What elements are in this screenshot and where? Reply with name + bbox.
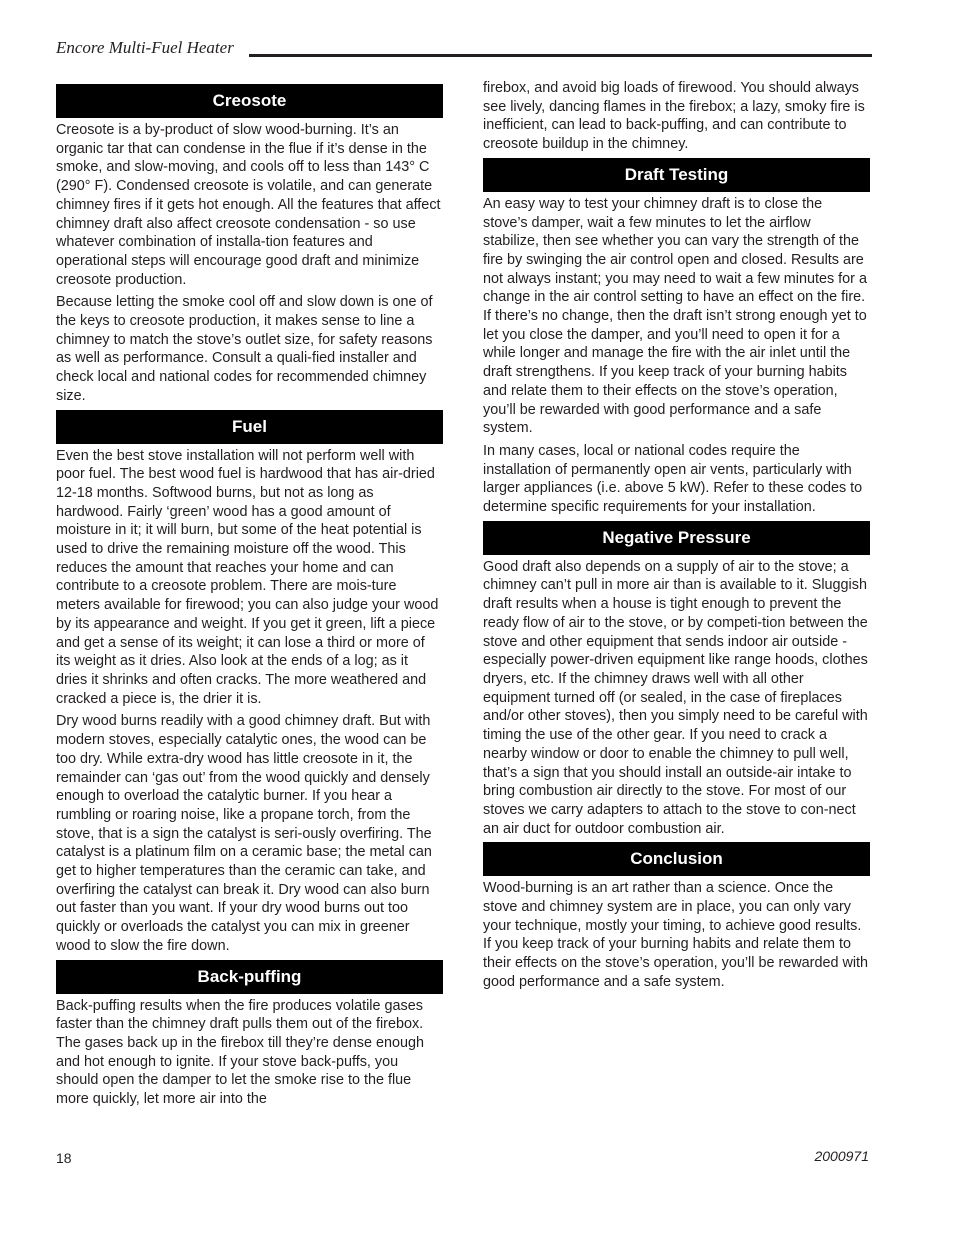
section-heading-draft-testing: Draft Testing	[483, 158, 870, 192]
paragraph: Even the best stove installation will not perform well with poor fuel. The best wood fuel is hardwood that has air-dried 12-18 months. Softwood burns, but not as long as hardwood. Fairly ‘green’ wood has a good amount of moisture in it; it will burn, but some of the heat potential is used to drive the remaining moisture off the wood. This reduces the amount that reaches your home and can contribute to a creosote problem. There are mois-ture meters available for firewood; you can also judge your wood by its appearance and weight. If you get it green, lift a piece and get a sense of its weight; it can lose a third or more of its weight as it dries. Also look at the ends of a log; as it dries it shrinks and often cracks. The more weathered and cracked a piece is, the drier it is.	[56, 447, 439, 707]
paragraph: Dry wood burns readily with a good chimney draft. But with modern stoves, especially catalytic ones, the wood can be too dry. While extra-dry wood has little creosote in it, the remainder can ‘gas out’ from the wood quickly and densely enough to overload the catalytic burner. If you hear a rumbling or roaring noise, like a propane torch, from the stove, that is a sign the catalyst is seri-ously overfiring. The catalyst is a platinum film on a ceramic base; the metal can get to higher temperatures than the ceramic can take, and overfiring the catalyst can break it. Dry wood can also burn out faster than you want. If your dry wood burns out too quickly or overloads the catalyst you can mix in greener wood to slow the fire down.	[56, 713, 432, 954]
paragraph: Back-puffing results when the fire produces volatile gases faster than the chimney draft pulls them out of the firebox. The gases back up in the firebox till they’re dense enough and hot enough to ignite. If your stove back-puffs, you should open the damper to let the smoke rise to the flue more quickly, let more air into the	[56, 997, 424, 1108]
right-column	[483, 79, 870, 996]
header-rule	[249, 54, 872, 57]
section-heading-back-puffing: Back-puffing	[56, 960, 443, 994]
section-fuel	[56, 410, 443, 956]
page-number: 18	[56, 1150, 72, 1166]
document-number: 2000971	[814, 1148, 869, 1164]
section-conclusion	[483, 842, 870, 991]
section-negative-pressure	[483, 521, 870, 839]
paragraph: Because letting the smoke cool off and slow down is one of the keys to creosote production, it makes sense to line a chimney to match the stove’s outlet size, for safety reasons as well as performance. Consult a quali-fied installer and check local and national codes for recommended chimney size.	[56, 294, 433, 404]
section-heading-negative-pressure: Negative Pressure	[483, 521, 870, 555]
paragraph: In many cases, local or national codes require the installation of permanently open air vents, particularly with larger appliances (i.e. above 5 kW). Refer to these codes to determine specific requirements for your installation.	[483, 442, 863, 516]
section-back-puffing	[56, 960, 443, 1109]
paragraph: Wood-burning is an art rather than a science. Once the stove and chimney system are in place, you can only vary your technique, mostly your timing, to achieve good results. If you keep track of your burning habits and relate them to their effects on the stove’s operation, you’ll be rewarded with good performance and a safe system.	[483, 880, 869, 990]
section-heading-conclusion: Conclusion	[483, 842, 870, 876]
section-heading-fuel: Fuel	[56, 410, 443, 444]
document-title: Encore Multi-Fuel Heater	[56, 38, 234, 57]
section-draft-testing	[483, 158, 870, 517]
left-column	[56, 84, 443, 1113]
section-creosote	[56, 84, 443, 406]
paragraph: Creosote is a by-product of slow wood-burning. It’s an organic tar that can condense in the flue if it’s dense in the smoke, and slow-moving, and cools off to less than 143° C (290° F). Condensed creosote is volatile, and can generate chimney fires if it gets hot enough. All the features that affect chimney draft also affect creosote condensation - so use whatever combination of installa-tion features and operational steps will encourage good draft and minimize creosote production.	[56, 122, 441, 288]
paragraph: Good draft also depends on a supply of air to the stove; a chimney can’t pull in more air than is available to it. Sluggish draft results when a house is tight enough to prevent the ready flow of air to the stove, or by competi-tion between the stove and other equipment that sends indoor air outside - especially power-driven equipment like range hoods, clothes dryers, etc. If the chimney draws well with all other equipment turned off (or sealed, in the case of fireplaces and/or other stoves), then you simply need to be careful with timing the use of the other gear. If you need to crack a nearby window or door to enable the chimney to pull well, that’s a sign that you should install an outside-air intake to bring combustion air directly to the stove. For most of our stoves we carry adapters to attach to the stove to con-nect an air duct for outdoor combustion air.	[483, 558, 868, 837]
paragraph: An easy way to test your chimney draft is to close the stove’s damper, wait a few minutes to let the airflow stabilize, then see whether you can vary the strength of the fire by swinging the air control open and closed. Results are not always instant; you may need to wait a few minutes for a change in the air control setting to have an effect on the fire. If there’s no change, then the draft isn’t strong enough yet to let you close the damper, and you’ll need to open it for a while longer and manage the fire with the air inlet until the draft strengthens. If you keep track of your burning habits and relate them to their effects on the stove’s operation, you’ll be rewarded with good performance and a safe system.	[483, 195, 867, 437]
section-heading-creosote: Creosote	[56, 84, 443, 118]
paragraph-continued: firebox, and avoid big loads of firewood. You should always see lively, dancing flames in the firebox; a lazy, smoky fire is inefficient, can lead to back-puffing, and can contribute to creosote buildup in the chimney.	[483, 80, 865, 153]
